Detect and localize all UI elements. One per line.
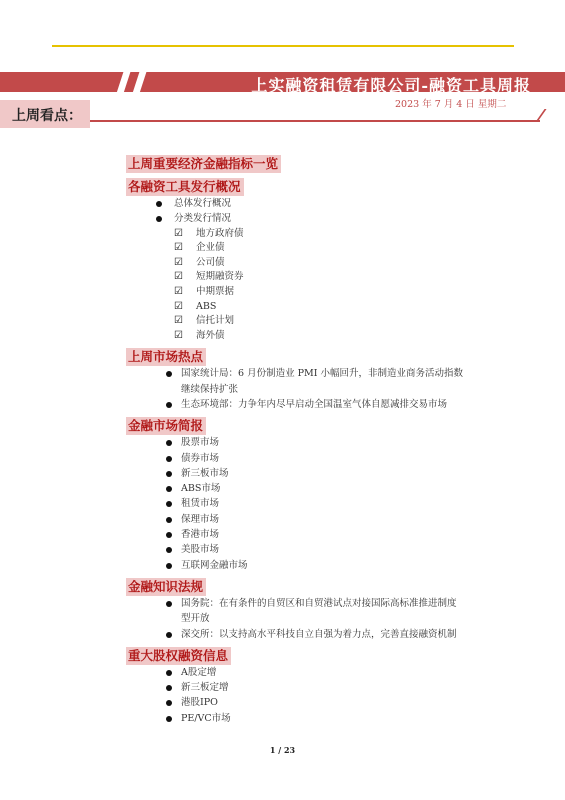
toc-item-label: 租赁市场 <box>181 498 220 510</box>
toc-item-label: 新三板市场 <box>181 467 229 479</box>
bullet-icon <box>166 670 172 676</box>
toc-item[interactable] <box>126 558 526 573</box>
toc-item[interactable] <box>126 481 526 496</box>
toc-section <box>126 415 526 573</box>
toc-subitem-label: 公司债 <box>196 256 225 268</box>
bullet-icon <box>156 216 162 222</box>
toc-item[interactable] <box>126 512 526 527</box>
toc-item-label: 香港市场 <box>181 529 220 541</box>
section-title[interactable]: 金融市场简报 <box>126 417 206 435</box>
toc-item-label: 互联网金融市场 <box>181 559 248 571</box>
report-title: 上实融资租赁有限公司-融资工具周报 <box>251 76 531 95</box>
toc-section <box>126 576 526 642</box>
table-of-contents <box>126 153 526 729</box>
toc-item-label: 生态环境部：力争年内尽早启动全国温室气体自愿减排交易市场 <box>181 398 448 410</box>
section-title[interactable]: 上周重要经济金融指标一览 <box>126 155 281 173</box>
toc-subitem-label: 短期融资券 <box>196 271 244 283</box>
toc-item-label: 港股IPO <box>181 697 218 709</box>
report-date: 2023 年 7 月 4 日 星期二 <box>395 99 507 110</box>
toc-item[interactable] <box>126 680 526 695</box>
toc-item-label: 深交所：以支持高水平科技自立自强为着力点，完善直接融资机制 <box>181 628 457 640</box>
bullet-icon <box>166 532 172 538</box>
checkbox-checked-icon: ☑ <box>174 242 183 254</box>
bullet-icon <box>166 716 172 722</box>
toc-subitem-label: ABS <box>196 300 217 312</box>
toc-subitem[interactable] <box>126 256 526 271</box>
checkbox-checked-icon: ☑ <box>174 285 183 297</box>
checkbox-checked-icon: ☑ <box>174 315 183 327</box>
bullet-icon <box>166 371 172 377</box>
toc-item-label: A股定增 <box>181 666 217 678</box>
toc-subitem[interactable] <box>126 300 526 315</box>
bullet-icon <box>166 632 172 638</box>
bullet-icon <box>166 700 172 706</box>
top-gold-rule <box>52 45 514 47</box>
toc-subitem-label: 企业债 <box>196 242 225 254</box>
section-title[interactable]: 重大股权融资信息 <box>126 647 231 665</box>
toc-section <box>126 346 526 412</box>
toc-item[interactable] <box>126 527 526 542</box>
toc-item-label: PE/VC市场 <box>181 712 231 724</box>
header-underline-corner <box>535 109 546 122</box>
toc-item-label: ABS市场 <box>181 483 221 495</box>
toc-section <box>126 176 526 343</box>
toc-item[interactable] <box>126 695 526 710</box>
checkbox-checked-icon: ☑ <box>174 329 183 341</box>
toc-item-label: 国家统计局：6 月份制造业 PMI 小幅回升，非制造业商务活动指数 <box>181 368 463 380</box>
toc-subitem[interactable] <box>126 285 526 300</box>
toc-item[interactable] <box>126 466 526 481</box>
toc-subitem-label: 海外债 <box>196 329 225 341</box>
page-number: 1 / 23 <box>269 745 296 755</box>
toc-item[interactable] <box>126 542 526 557</box>
bullet-icon <box>166 471 172 477</box>
checkbox-checked-icon: ☑ <box>174 256 183 268</box>
toc-subitem-label: 地方政府债 <box>196 227 244 239</box>
toc-subitem[interactable] <box>126 270 526 285</box>
toc-item[interactable] <box>126 596 526 627</box>
toc-item[interactable] <box>126 366 526 397</box>
toc-item[interactable] <box>126 397 526 412</box>
bullet-icon <box>166 486 172 492</box>
toc-subitem[interactable] <box>126 227 526 242</box>
week-highlights-label: 上周看点： <box>12 108 82 124</box>
toc-item[interactable] <box>126 665 526 680</box>
bullet-icon <box>166 563 172 569</box>
section-title[interactable]: 上周市场热点 <box>126 348 206 366</box>
toc-item[interactable] <box>126 627 526 642</box>
toc-subitem[interactable] <box>126 241 526 256</box>
checkbox-checked-icon: ☑ <box>174 271 183 283</box>
section-title[interactable]: 金融知识法规 <box>126 578 206 596</box>
toc-subitem[interactable] <box>126 314 526 329</box>
toc-item[interactable] <box>126 196 526 211</box>
bullet-icon <box>166 685 172 691</box>
toc-item-label-continued: 型开放 <box>181 613 210 625</box>
toc-item-label: 分类发行情况 <box>174 213 232 225</box>
toc-item[interactable] <box>126 496 526 511</box>
toc-item[interactable] <box>126 451 526 466</box>
toc-subitem-label: 信托计划 <box>196 315 235 327</box>
bullet-icon <box>166 517 172 523</box>
toc-item-label-continued: 继续保持扩张 <box>181 383 239 395</box>
toc-item[interactable] <box>126 711 526 726</box>
toc-subitem[interactable] <box>126 329 526 344</box>
bullet-icon <box>166 547 172 553</box>
toc-item[interactable] <box>126 435 526 450</box>
week-highlights-tag <box>0 100 90 128</box>
toc-item-label: 债券市场 <box>181 452 220 464</box>
toc-item-label: 股票市场 <box>181 437 220 449</box>
section-title[interactable]: 各融资工具发行概况 <box>126 178 244 196</box>
toc-subitem-label: 中期票据 <box>196 285 235 297</box>
toc-item-label: 国务院：在有条件的自贸区和自贸港试点对接国际高标准推进制度 <box>181 597 457 609</box>
toc-item-label: 保理市场 <box>181 513 220 525</box>
toc-item-label: 新三板定增 <box>181 682 229 694</box>
bullet-icon <box>156 201 162 207</box>
checkbox-checked-icon: ☑ <box>174 227 183 239</box>
checkbox-checked-icon: ☑ <box>174 300 183 312</box>
toc-item-label: 总体发行概况 <box>174 198 232 209</box>
toc-item-label: 美股市场 <box>181 544 220 556</box>
bullet-icon <box>166 456 172 462</box>
bullet-icon <box>166 402 172 408</box>
bullet-icon <box>166 440 172 446</box>
toc-section <box>126 153 526 173</box>
bullet-icon <box>166 501 172 507</box>
toc-section <box>126 645 526 726</box>
toc-item[interactable] <box>126 211 526 226</box>
bullet-icon <box>166 601 172 607</box>
report-banner <box>0 72 565 94</box>
